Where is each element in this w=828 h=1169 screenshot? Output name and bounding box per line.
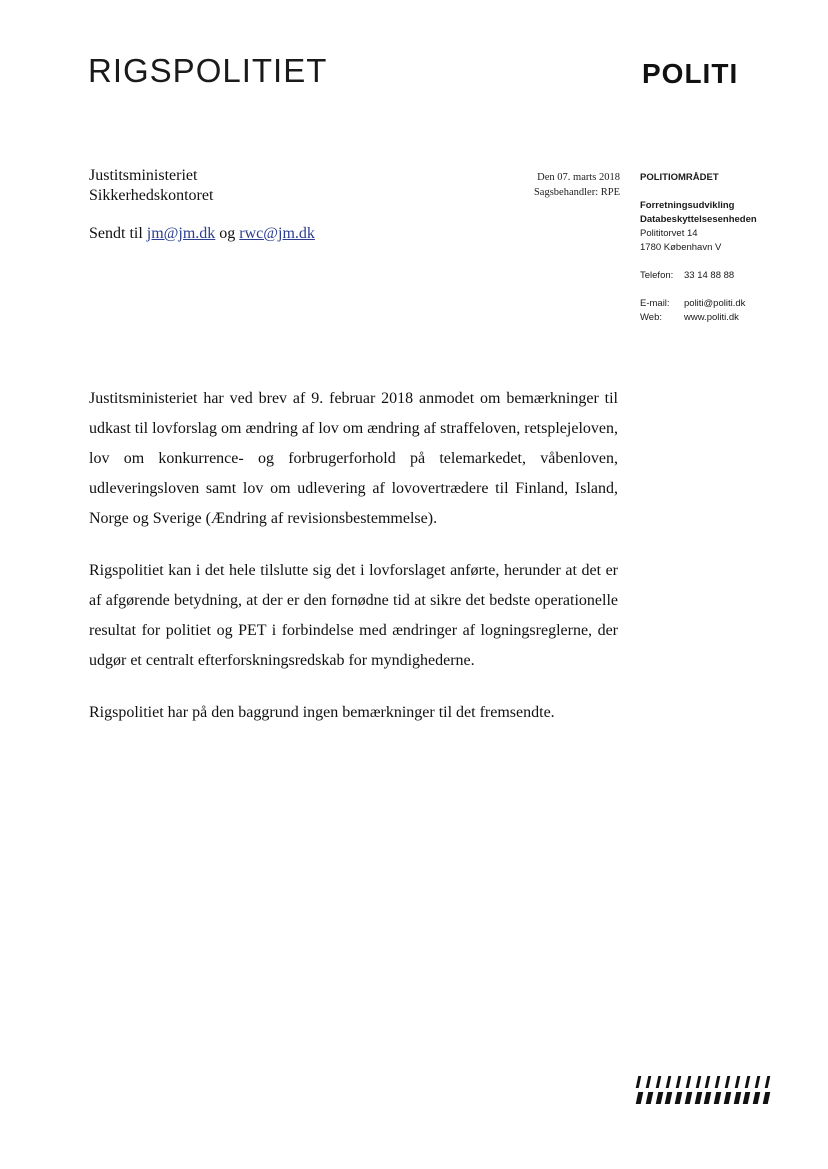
stripe bbox=[704, 1092, 712, 1104]
body-paragraph-2: Rigspolitiet kan i det hele tilslutte sig det i lovforslaget anførte, herunder at det er af afgørende betydning, at der er den fornødne tid at sikre det bedste operationelle resultat for politiet og PET i forbindelse med ændringer af logningsreglerne, der udgør et centralt efterforskningsredskab for myndighederne. bbox=[89, 562, 618, 669]
sender-street: Polititorvet 14 bbox=[640, 228, 698, 239]
stripe bbox=[735, 1076, 741, 1088]
stripe bbox=[705, 1076, 711, 1088]
sender-city: 1780 København V bbox=[640, 242, 722, 253]
stripe bbox=[675, 1092, 683, 1104]
stripe bbox=[714, 1092, 722, 1104]
recipient-line-2: Sikkerhedskontoret bbox=[89, 187, 214, 204]
sender-department-2: Databeskyttelsesenheden bbox=[640, 214, 757, 225]
stripe bbox=[665, 1092, 673, 1104]
stripe bbox=[656, 1076, 662, 1088]
sender-sidebar bbox=[640, 171, 757, 325]
police-stripe-emblem bbox=[637, 1076, 769, 1108]
recipient-address bbox=[89, 166, 213, 206]
web-value: www.politi.dk bbox=[684, 312, 739, 323]
spacer bbox=[640, 255, 757, 269]
recipient-line-1: Justitsministeriet bbox=[89, 167, 198, 184]
stripe bbox=[694, 1092, 702, 1104]
stripe bbox=[655, 1092, 663, 1104]
stripe bbox=[646, 1076, 652, 1088]
body-paragraph-1: Justitsministeriet har ved brev af 9. februar 2018 anmodet om bemærkninger til udkast til lovforslag om ændring af lov om ændring af straffeloven, retsplejeloven, lov om konkurrence- og forbrugerforhold på telemarkedet, våbenloven, udleveringsloven samt lov om udlevering af lovovertrædere til Finland, Island, Norge og Sverige (Ændring af revisionsbestemmelse). bbox=[89, 390, 618, 527]
stripe bbox=[665, 1076, 671, 1088]
stripe bbox=[765, 1076, 771, 1088]
stripe bbox=[675, 1076, 681, 1088]
sent-to-prefix: Sendt til bbox=[89, 225, 143, 242]
stripe bbox=[685, 1076, 691, 1088]
email-link-rwc[interactable]: rwc@jm.dk bbox=[239, 225, 315, 242]
sender-department-1: Forretningsudvikling bbox=[640, 200, 735, 211]
phone-row bbox=[640, 269, 757, 283]
email-value: politi@politi.dk bbox=[684, 298, 746, 309]
sent-to-conjunction: og bbox=[219, 225, 236, 242]
body-paragraph-3: Rigspolitiet har på den baggrund ingen bemærkninger til det fremsendte. bbox=[89, 704, 555, 721]
stripe bbox=[733, 1092, 741, 1104]
stripe bbox=[636, 1092, 644, 1104]
email-row bbox=[640, 297, 757, 311]
case-handler: Sagsbehandler: RPE bbox=[533, 187, 620, 198]
stripe bbox=[695, 1076, 701, 1088]
phone-label: Telefon: bbox=[640, 270, 674, 281]
stripe bbox=[745, 1076, 751, 1088]
email-label: E-mail: bbox=[640, 298, 670, 309]
stripe bbox=[645, 1092, 653, 1104]
organization-heading: RIGSPOLITIET bbox=[88, 52, 328, 89]
stripe-row-thin bbox=[637, 1076, 769, 1088]
stripe bbox=[753, 1092, 761, 1104]
stripe bbox=[755, 1076, 761, 1088]
stripe bbox=[763, 1092, 771, 1104]
web-row bbox=[640, 311, 757, 325]
letter-meta bbox=[534, 170, 620, 200]
sender-unit: POLITIOMRÅDET bbox=[640, 172, 719, 183]
politi-logo: POLITI bbox=[642, 58, 739, 89]
stripe bbox=[724, 1092, 732, 1104]
stripe bbox=[636, 1076, 642, 1088]
stripe bbox=[685, 1092, 693, 1104]
stripe bbox=[743, 1092, 751, 1104]
phone-value: 33 14 88 88 bbox=[684, 270, 735, 281]
spacer bbox=[640, 283, 757, 297]
stripe-row-thick bbox=[637, 1092, 769, 1104]
letter-body bbox=[89, 384, 618, 750]
stripe bbox=[715, 1076, 721, 1088]
sent-to-line bbox=[89, 224, 315, 244]
letter-date: Den 07. marts 2018 bbox=[537, 172, 620, 183]
stripe bbox=[725, 1076, 731, 1088]
web-label: Web: bbox=[640, 312, 663, 323]
email-link-jm[interactable]: jm@jm.dk bbox=[146, 225, 216, 242]
